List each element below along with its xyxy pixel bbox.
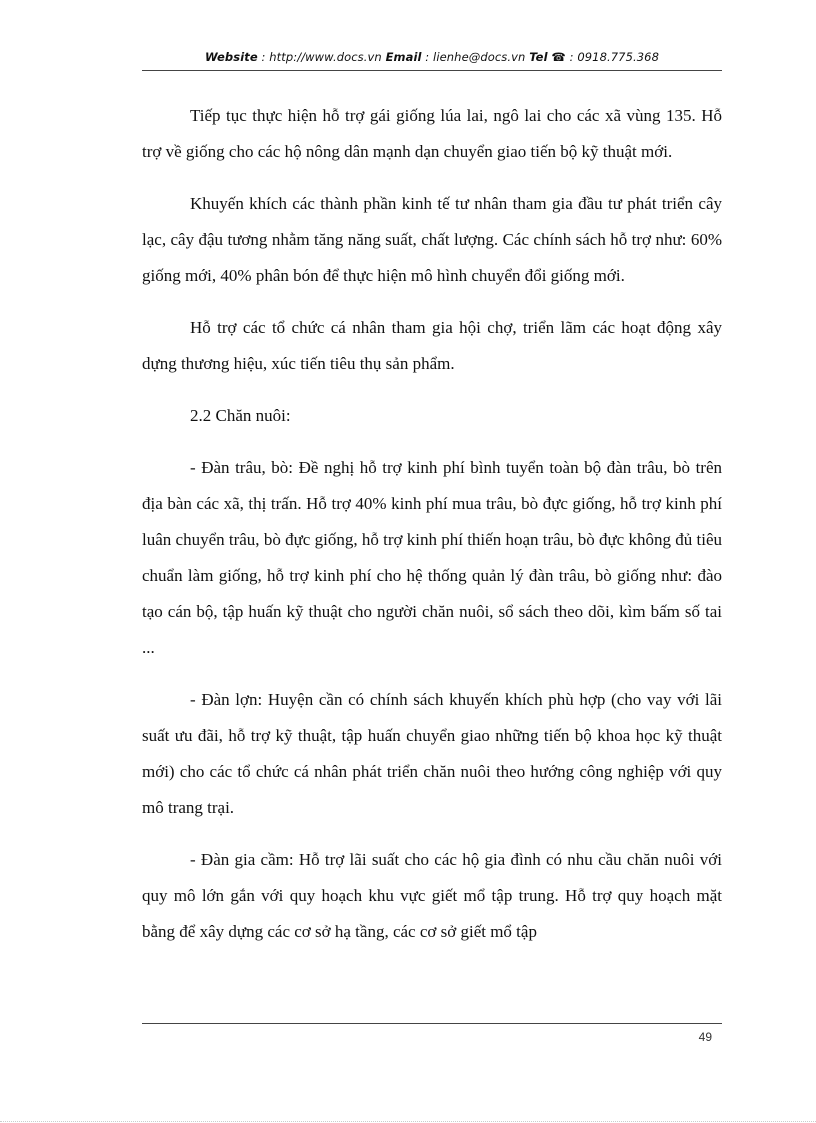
- paragraph-private-investment: Khuyến khích các thành phần kinh tế tư nhân tham gia đầu tư phát triển cây lạc, cây đậu tương nhằm tăng năng suất, chất lượng. Các chính sách hỗ trợ như: 60% giống mới, 40% phân bón để thực hiện mô hình chuyển đổi giống mới.: [142, 194, 722, 285]
- header-divider: [142, 70, 722, 71]
- page-header: [142, 50, 722, 64]
- tel-value: : 0918.775.368: [565, 50, 659, 64]
- email-value: : lienhe@docs.vn: [421, 50, 530, 64]
- paragraph-seed-support: Tiếp tục thực hiện hỗ trợ gái giống lúa lai, ngô lai cho các xã vùng 135. Hỗ trợ về giống cho các hộ nông dân mạnh dạn chuyển giao tiến bộ kỹ thuật mới.: [142, 106, 722, 161]
- footer-divider: [142, 1023, 722, 1024]
- paragraph-trade-fairs: Hỗ trợ các tổ chức cá nhân tham gia hội chợ, triển lãm các hoạt động xây dựng thương hiệu, xúc tiến tiêu thụ sản phẩm.: [142, 318, 722, 373]
- page-number: 49: [698, 1030, 712, 1044]
- page-edge-divider: [0, 1121, 816, 1122]
- paragraph-poultry: - Đàn gia cầm: Hỗ trợ lãi suất cho các hộ gia đình có nhu cầu chăn nuôi với quy mô lớn gắn với quy hoạch khu vực giết mổ tập trung. Hỗ trợ quy hoạch mặt bằng để xây dựng các cơ sở hạ tầng, các cơ sở giết mổ tập: [142, 850, 722, 941]
- website-label: Website: [204, 50, 258, 64]
- email-label: Email: [385, 50, 422, 64]
- paragraph-cattle: - Đàn trâu, bò: Đề nghị hỗ trợ kinh phí bình tuyển toàn bộ đàn trâu, bò trên địa bàn các xã, thị trấn. Hỗ trợ 40% kinh phí mua trâu, bò đực giống, hỗ trợ kinh phí luân chuyển trâu, bò đực giống, hỗ trợ kinh phí thiến hoạn trâu, bò đực không đủ tiêu chuẩn làm giống, hỗ trợ kinh phí cho hệ thống quản lý đàn trâu, bò giống như: đào tạo cán bộ, tập huấn kỹ thuật cho người chăn nuôi, sổ sách theo dõi, kìm bấm số tai ...: [142, 458, 722, 657]
- tel-label: Tel: [529, 50, 548, 64]
- phone-icon: ☎: [551, 50, 566, 64]
- document-body: [142, 98, 722, 966]
- website-value: : http://www.docs.vn: [257, 50, 386, 64]
- section-heading-livestock: 2.2 Chăn nuôi:: [190, 406, 291, 425]
- paragraph-pigs: - Đàn lợn: Huyện cần có chính sách khuyến khích phù hợp (cho vay với lãi suất ưu đãi, hỗ trợ kỹ thuật, tập huấn chuyển giao những tiến bộ khoa học kỹ thuật mới) cho các tổ chức cá nhân phát triển chăn nuôi theo hướng công nghiệp với quy mô trang trại.: [142, 690, 722, 817]
